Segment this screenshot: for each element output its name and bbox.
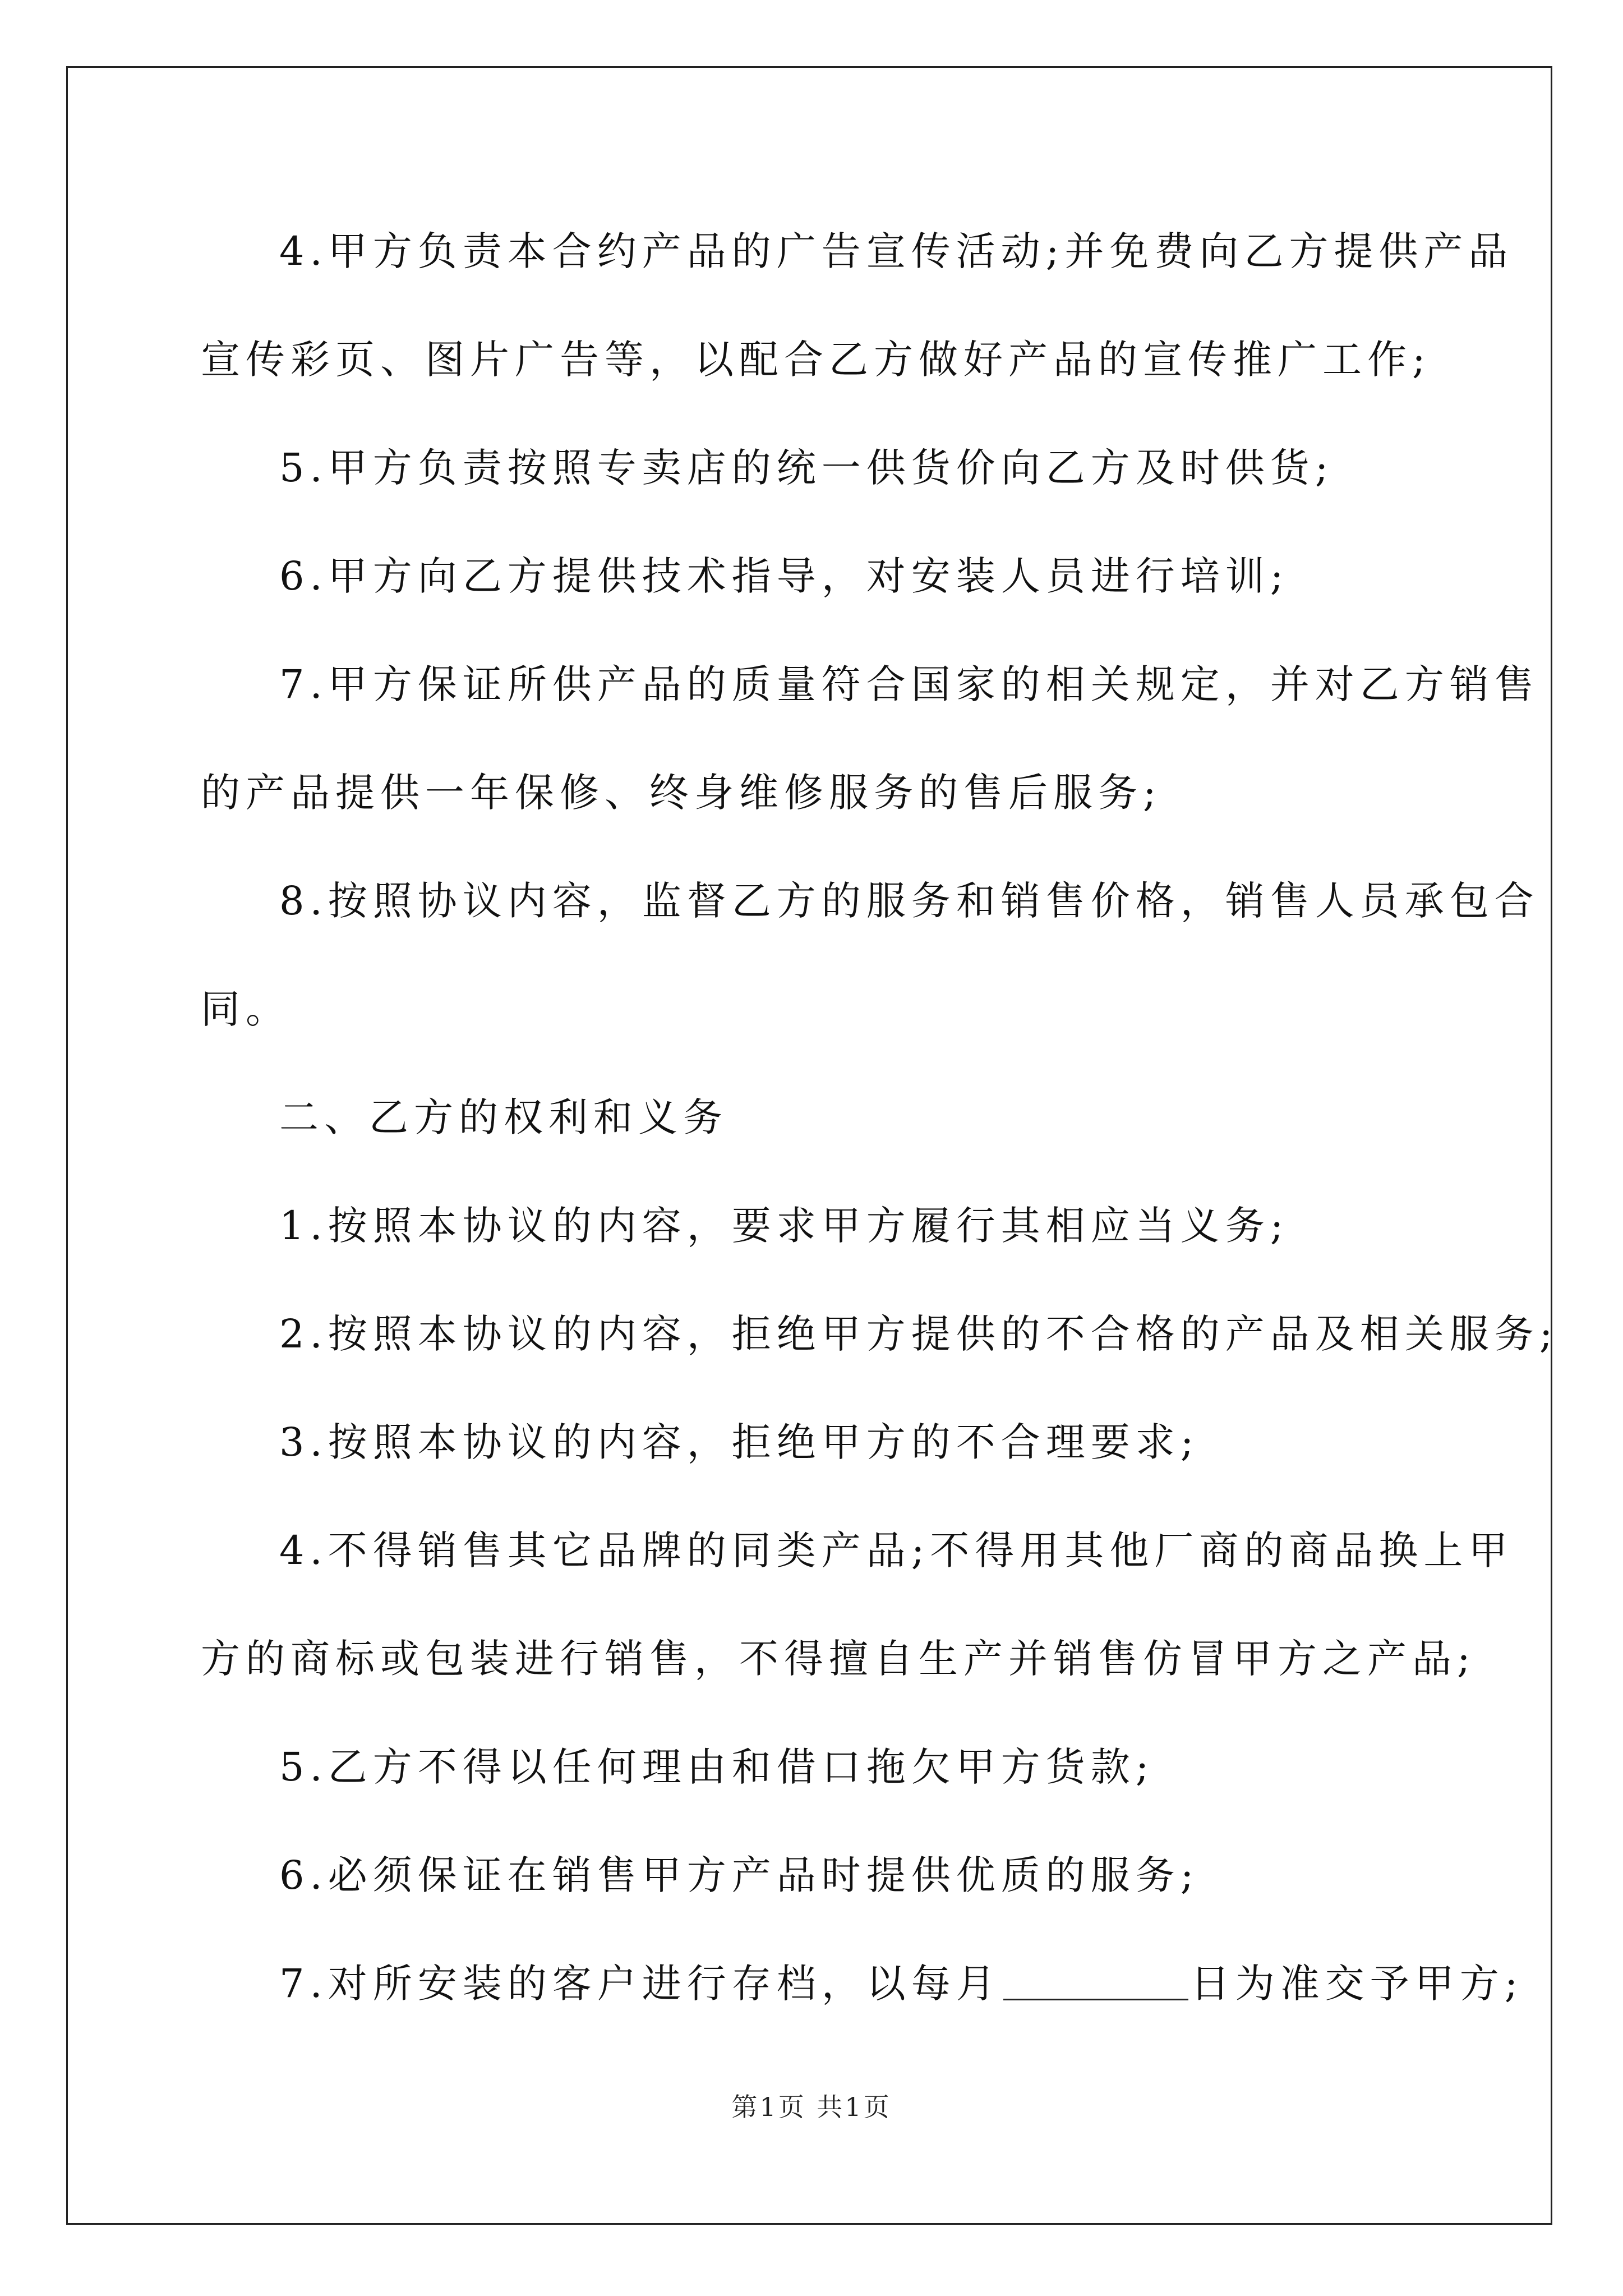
line-text-before-blank: 7.对所安装的客户进行存档，以每月 bbox=[279, 1961, 1001, 2007]
paragraph-line: 8.按照协议内容，监督乙方的服务和销售价格，销售人员承包合 bbox=[279, 878, 1539, 924]
paragraph-line: 6.必须保证在销售甲方产品时提供优质的服务; bbox=[279, 1852, 1200, 1898]
paragraph-line: 6.甲方向乙方提供技术指导，对安装人员进行培训; bbox=[279, 553, 1289, 599]
paragraph-line: 4.不得销售其它品牌的同类产品;不得用其他厂商的商品换上甲 bbox=[279, 1527, 1514, 1573]
line-text-after-blank: 日为准交予甲方; bbox=[1190, 1961, 1524, 2007]
document-body bbox=[201, 197, 1559, 2038]
paragraph-line: 4.甲方负责本合约产品的广告宣传活动;并免费向乙方提供产品 bbox=[279, 228, 1514, 274]
section-heading: 二、乙方的权利和义务 bbox=[279, 1094, 728, 1140]
paragraph-line: 同。 bbox=[201, 986, 291, 1032]
paragraph-line: 5.乙方不得以任何理由和借口拖欠甲方货款; bbox=[279, 1744, 1155, 1790]
paragraph-line: 方的商标或包装进行销售，不得擅自生产并销售仿冒甲方之产品; bbox=[201, 1636, 1476, 1682]
paragraph-line: 3.按照本协议的内容，拒绝甲方的不合理要求; bbox=[279, 1419, 1200, 1465]
paragraph-line: 1.按照本协议的内容，要求甲方履行其相应当义务; bbox=[279, 1203, 1289, 1249]
paragraph-line: 2.按照本协议的内容，拒绝甲方提供的不合格的产品及相关服务; bbox=[279, 1311, 1559, 1357]
paragraph-line-with-blank bbox=[201, 1930, 1524, 2038]
paragraph-line: 7.甲方保证所供产品的质量符合国家的相关规定，并对乙方销售 bbox=[279, 661, 1539, 707]
page-footer: 第1页 共1页 bbox=[731, 2092, 892, 2122]
fill-in-blank bbox=[1003, 1965, 1188, 2000]
paragraph-line: 的产品提供一年保修、终身维修服务的售后服务; bbox=[201, 770, 1162, 816]
paragraph-line: 5.甲方负责按照专卖店的统一供货价向乙方及时供货; bbox=[279, 445, 1334, 491]
paragraph-line: 宣传彩页、图片广告等，以配合乙方做好产品的宣传推广工作; bbox=[201, 337, 1431, 383]
